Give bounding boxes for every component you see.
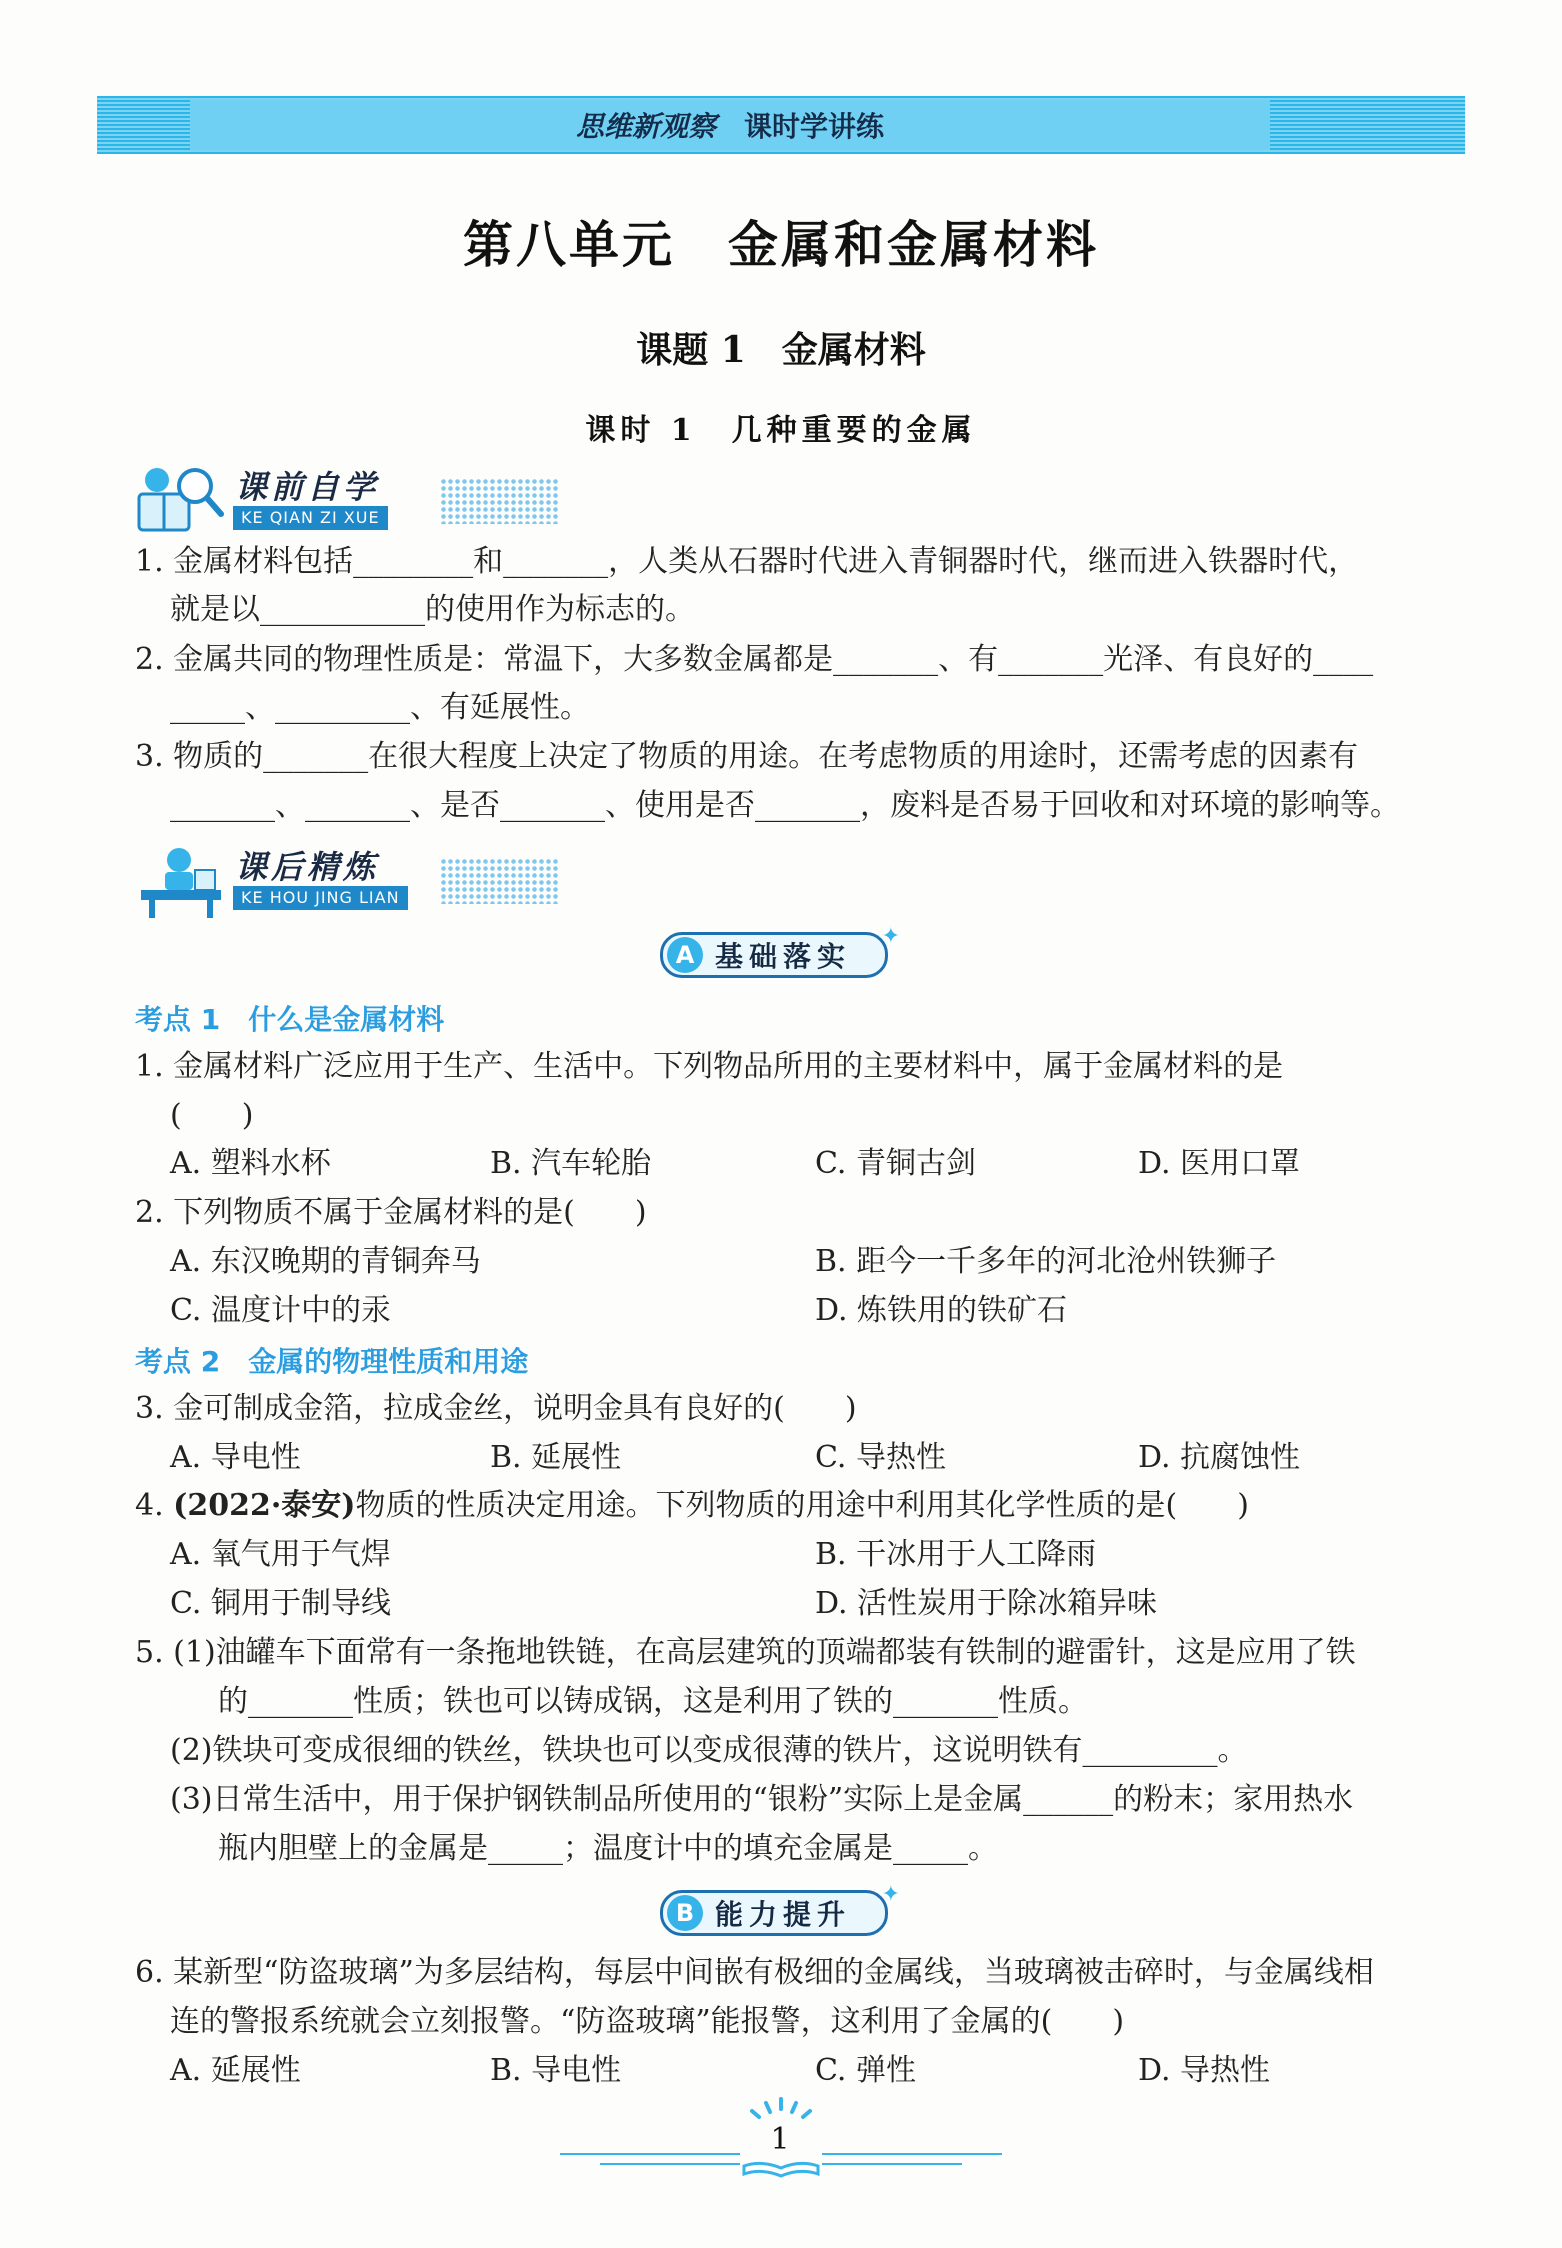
topic-title: 课题 1 金属材料: [636, 329, 926, 371]
pre-class-subtitle: KE QIAN ZI XUE: [233, 506, 388, 530]
q4-source: (2022·泰安): [173, 1488, 356, 1523]
q1-answer-paren: ( ): [170, 1098, 254, 1133]
badge-label: 能力提升: [715, 1898, 852, 1931]
open-book-icon: [740, 2160, 822, 2180]
q2-option-b: B. 距今一千多年的河北沧州铁狮子: [815, 1244, 1277, 1279]
q6-option-c: C. 弹性: [815, 2053, 916, 2088]
star-icon: ✦: [881, 924, 900, 949]
badge-label: 基础落实: [715, 940, 852, 973]
q6-line2: 连的警报系统就会立刻报警。“防盗玻璃”能报警，这利用了金属的( ): [170, 2004, 1125, 2039]
q3-option-c: C. 导热性: [815, 1440, 946, 1475]
q4-stem: 物质的性质决定用途。下列物质的用途中利用其化学性质的是( ): [355, 1488, 1249, 1523]
key-point-2: 考点 2 金属的物理性质和用途: [135, 1345, 529, 1378]
study-desk-icon: [135, 840, 227, 920]
q1-option-c: C. 青铜古剑: [815, 1146, 976, 1181]
lesson-title: 课时 1 几种重要的金属: [585, 413, 977, 448]
q4-option-a: A. 氧气用于气焊: [170, 1537, 391, 1572]
badge-basic: [660, 924, 900, 978]
q4-option-b: B. 干冰用于人工降雨: [815, 1537, 1097, 1572]
q4-stem-line: [135, 1482, 1435, 1530]
pre-q2-line1: 2. 金属共同的物理性质是：常温下，大多数金属都是_______、有_______光泽、有良好的____: [135, 642, 1374, 677]
pre-q1-line1: 1. 金属材料包括________和_______，人类从石器时代进入青铜器时代，继而进入铁器时代，: [135, 544, 1359, 579]
q5-line1: 5. (1)油罐车下面常有一条拖地铁链，在高层建筑的顶端都装有铁制的避雷针，这是应用了铁: [135, 1635, 1356, 1670]
q6-option-b: B. 导电性: [490, 2053, 622, 2088]
q3-stem: 3. 金可制成金箔，拉成金丝，说明金具有良好的( ): [135, 1391, 857, 1426]
q5-line3: (2)铁块可变成很细的铁丝，铁块也可以变成很薄的铁片，这说明铁有_________。: [170, 1733, 1248, 1768]
q6-option-a: A. 延展性: [170, 2053, 301, 2088]
footer-rule-right: [822, 2163, 962, 2165]
post-class-title: 课后精炼: [235, 848, 380, 886]
q3-option-b: B. 延展性: [490, 1440, 622, 1475]
pre-q1-line2: 就是以___________的使用作为标志的。: [170, 592, 695, 627]
badge-letter: B: [667, 1895, 703, 1931]
dot-pattern: [440, 858, 560, 904]
q4-option-d: D. 活性炭用于除冰箱异味: [815, 1586, 1158, 1621]
q6-option-d: D. 导热性: [1138, 2053, 1271, 2088]
q1-option-b: B. 汽车轮胎: [490, 1146, 652, 1181]
q5-line5: 瓶内胆壁上的金属是_____；温度计中的填充金属是_____。: [218, 1831, 998, 1866]
post-class-banner: [135, 840, 575, 920]
q1-option-d: D. 医用口罩: [1138, 1146, 1301, 1181]
post-class-subtitle: KE HOU JING LIAN: [233, 886, 408, 910]
footer-rule-right: [822, 2153, 1002, 2155]
q1-option-a: A. 塑料水杯: [170, 1146, 331, 1181]
q6-line1: 6. 某新型“防盗玻璃”为多层结构，每层中间嵌有极细的金属线，当玻璃被击碎时，与金属线相: [135, 1955, 1374, 1990]
q2-option-c: C. 温度计中的汞: [170, 1293, 391, 1328]
badge-letter: A: [667, 937, 703, 973]
q4-number: 4.: [135, 1488, 174, 1523]
header-series: 课时学讲练: [744, 110, 885, 143]
pre-q2-line2: _____、_________、有延展性。: [170, 690, 590, 725]
dot-pattern: [440, 478, 560, 524]
magnifier-book-icon: [135, 460, 227, 540]
key-point-1: 考点 1 什么是金属材料: [135, 1003, 445, 1036]
pre-q3-line1: 3. 物质的_______在很大程度上决定了物质的用途。在考虑物质的用途时，还需考虑的因素有: [135, 739, 1359, 774]
pre-class-title: 课前自学: [235, 468, 380, 506]
page-number: 1: [770, 2122, 790, 2157]
q3-option-d: D. 抗腐蚀性: [1138, 1440, 1301, 1475]
q2-stem: 2. 下列物质不属于金属材料的是( ): [135, 1195, 647, 1230]
q2-option-d: D. 炼铁用的铁矿石: [815, 1293, 1068, 1328]
header-box: [190, 100, 1270, 150]
q4-option-c: C. 铜用于制导线: [170, 1586, 391, 1621]
q5-line4: (3)日常生活中，用于保护钢铁制品所使用的“银粉”实际上是金属______的粉末；家用热水: [170, 1782, 1354, 1817]
footer-rule-left: [600, 2163, 740, 2165]
q3-option-a: A. 导电性: [170, 1440, 301, 1475]
footer-rule-left: [560, 2153, 740, 2155]
unit-title: 第八单元 金属和金属材料: [463, 216, 1099, 274]
star-icon: ✦: [881, 1882, 900, 1907]
pre-class-banner: [135, 460, 575, 540]
badge-ability: [660, 1882, 900, 1936]
q1-stem: 1. 金属材料广泛应用于生产、生活中。下列物品所用的主要材料中，属于金属材料的是: [135, 1049, 1284, 1084]
header-brand: 思维新观察: [575, 110, 716, 143]
pre-q3-line2: _______、_______、是否_______、使用是否_______，废料是否易于回收和对环境的影响等。: [170, 788, 1400, 823]
q5-line2: 的_______性质；铁也可以铸成锅，这是利用了铁的_______性质。: [218, 1684, 1088, 1719]
q2-option-a: A. 东汉晚期的青铜奔马: [170, 1244, 481, 1279]
